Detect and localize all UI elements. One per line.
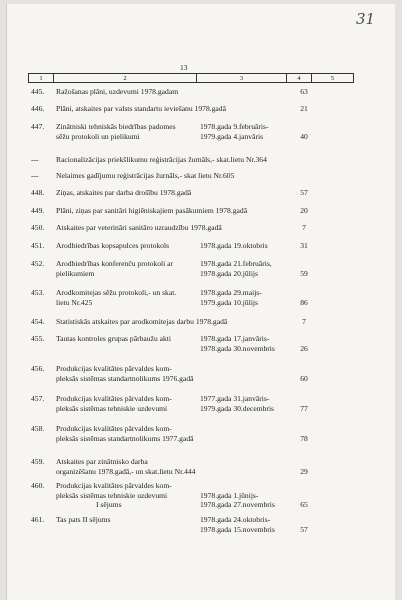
item-page-count: 60 [300, 373, 308, 383]
item-number: 461. [31, 515, 45, 524]
item-number: 451. [31, 241, 45, 250]
item-title: Produkcijas kvalitātes pārvaldes kom- pleksās sistēmas standartnolikums 1977.gadā [56, 424, 194, 443]
item-number: 448. [31, 188, 45, 197]
item-page-count: 29 [300, 466, 308, 476]
item-number: 450. [31, 223, 45, 232]
item-title: Statistiskās atskaites par arodkomitejas darbu 1978.gadā [56, 317, 228, 326]
item-page-count: 86 [300, 297, 308, 307]
page-number: 13 [180, 63, 188, 72]
item-title: Produkcijas kvalitātes pārvaldes kom- pleksās sistēmas tehniskie uzdevumi I sējums [56, 481, 172, 510]
item-dates: 1978.gada 21.februāris, 1978.gada 20.jūlijs [200, 259, 272, 278]
item-number: --- [31, 171, 39, 180]
item-page-count: 7 [302, 223, 306, 232]
item-number: 449. [31, 206, 45, 215]
column-header-3: 3 [196, 73, 287, 83]
item-number: 457. [31, 394, 45, 403]
item-page-count: 63 [300, 87, 308, 96]
item-number: 445. [31, 87, 45, 96]
item-number: 453. [31, 288, 45, 297]
item-dates: 1977.gada 31.janvāris- 1979.gada 30.decembris [200, 394, 275, 413]
item-title: Produkcijas kvalitātes pārvaldes kom- pleksās sistēmas tehniskie uzdevumi [56, 394, 172, 413]
item-page-count: 26 [300, 343, 308, 353]
item-number: 447. [31, 122, 45, 131]
item-dates: 1978.gada 19.oktobris [200, 241, 268, 250]
item-number: 446. [31, 104, 45, 113]
item-number: --- [31, 155, 39, 164]
item-page-count: 57 [300, 188, 308, 197]
item-dates: 1978.gada 1.jūnijs- 1978.gada 27.novembris [200, 490, 275, 510]
item-title: Ziņas, atskaites par darba drošību 1978.gadā [56, 188, 192, 197]
item-number: 458. [31, 424, 45, 433]
item-title: Tautas kontroles grupas pārbaužu akti [56, 334, 172, 343]
item-title: Plāni, ziņas par sanitāri higiēniskajiem pasākumiem 1978.gadā [56, 206, 248, 215]
item-title: Arodbiedrības kopsapulces protokols [56, 241, 170, 250]
item-title: Arodkomitejas sēžu protokoli,- un skat. lietu Nr.425 [56, 288, 177, 307]
item-title: Racionalizācijas priekšlikumu reģistrācijas žurnāls,- skat.lietu Nr.364 [56, 155, 267, 164]
item-number: 455. [31, 334, 45, 343]
item-page-count: 65 [300, 500, 308, 510]
item-page-count: 77 [300, 403, 308, 413]
item-title: Zinātniski tehniskās biedrības padomes sēžu protokoli un pielikumi [56, 122, 176, 141]
item-page-count: 78 [300, 433, 308, 443]
item-title: Atskaites par veterināri sanitāro uzraudzību 1978.gadā [56, 223, 222, 232]
item-title: Produkcijas kvalitātes pārvaldes kom- pleksās sistēmas standartnolikums 1976.gadā [56, 364, 194, 383]
item-number: 452. [31, 259, 45, 268]
item-page-count: 31 [300, 241, 308, 250]
item-number: 454. [31, 317, 45, 326]
item-title: Plāni, atskaites par valsts standartu ieviešanu 1978.gadā [56, 104, 226, 113]
item-number: 459. [31, 457, 45, 466]
item-page-count: 40 [300, 131, 308, 141]
item-number: 460. [31, 481, 45, 490]
item-title: Nelaimes gadījumu reģistrācijas žurnāls,- skat lietu Nr.605 [56, 171, 235, 180]
column-header-5: 5 [311, 73, 354, 83]
item-title: Tas pats II sējums [56, 515, 111, 524]
item-dates: 1978.gada 29.maijs- 1979.gada 10.jūlijs [200, 288, 262, 307]
item-page-count: 20 [300, 206, 308, 215]
item-number: 456. [31, 364, 45, 373]
item-title: Atskaites par zinātnisko darba organizēšanu 1978.gadā,- un skat.lietu Nr.444 [56, 457, 196, 476]
item-page-count: 59 [300, 268, 308, 278]
item-page-count: 7 [302, 317, 306, 326]
item-title: Ražošanas plāni, uzdevumi 1978.gadam [56, 87, 179, 96]
item-page-count: 57 [300, 524, 308, 534]
column-header-2: 2 [53, 73, 197, 83]
item-dates: 1978.gada 17.janvāris- 1978.gada 30.novembris [200, 334, 275, 353]
item-dates: 1978.gada 24.oktobris- 1978.gada 15.novembris [200, 515, 275, 534]
item-title: Arodbiedrības konferenču protokoli ar pielikumiem [56, 259, 174, 278]
item-dates: 1978.gada 9.februāris- 1979.gada 4.janvāris [200, 122, 269, 141]
handwritten-page-note: 31 [356, 10, 376, 28]
column-header-1: 1 [28, 73, 54, 83]
column-header-4: 4 [286, 73, 312, 83]
item-page-count: 21 [300, 104, 308, 113]
